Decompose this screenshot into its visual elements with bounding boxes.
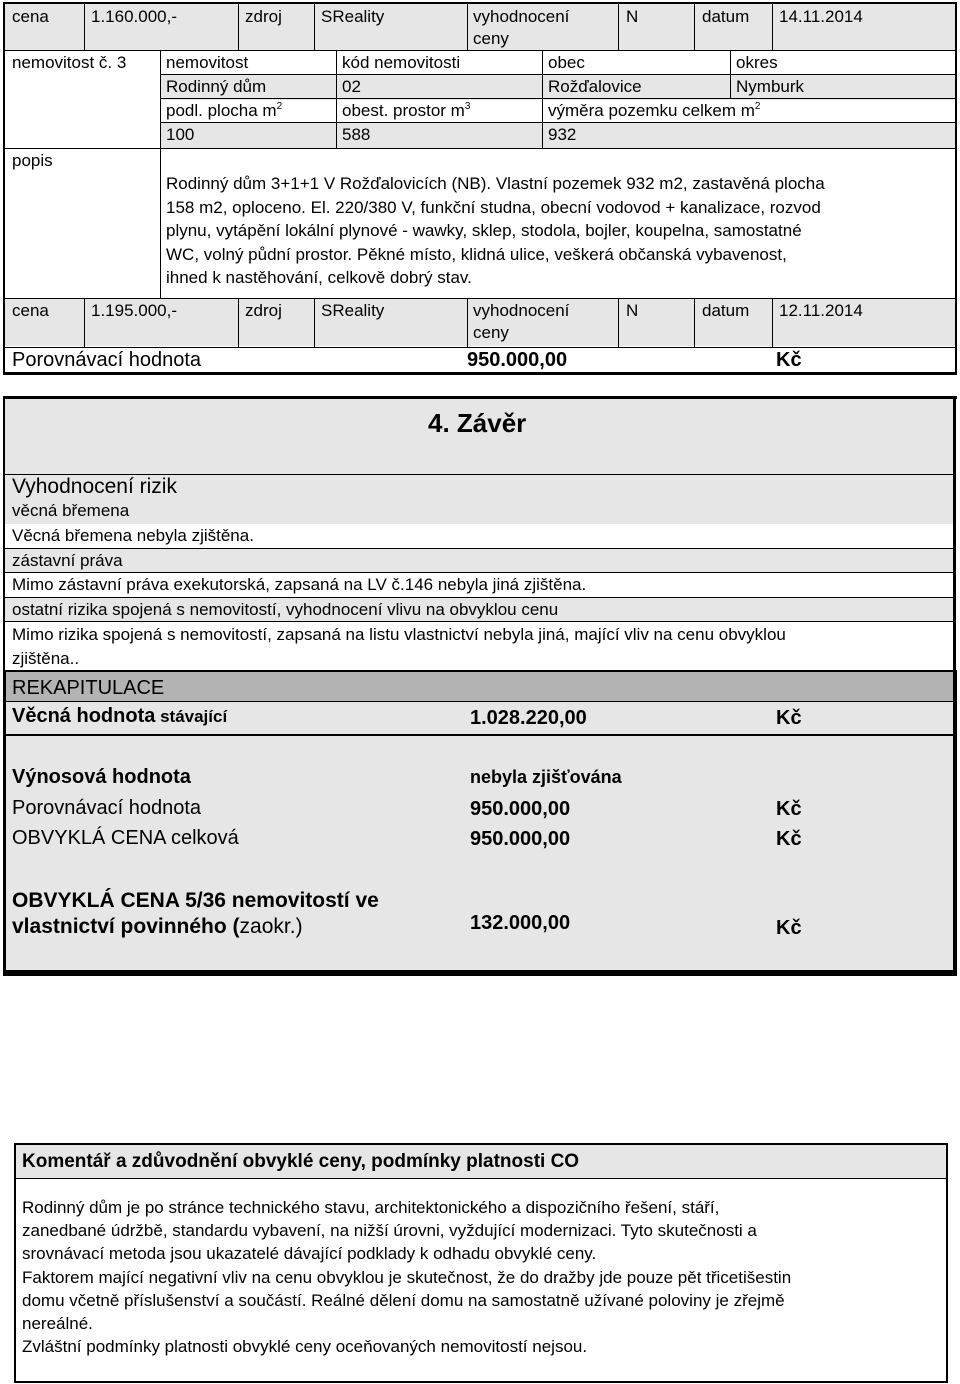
price-value: 1.160.000,- — [91, 7, 178, 26]
usual-price-label: OBVYKLÁ CENA celková — [12, 827, 239, 849]
date-label: datum — [702, 301, 750, 320]
description-line: Rodinný dům 3+1+1 V Rožďalovicích (NB). Vlastní pozemek 932 m2, zastavěná plocha — [166, 174, 825, 193]
description-line: 158 m2, oploceno. El. 220/380 V, funkční studna, obecní vodovod + kanalizace, rozvod — [166, 197, 821, 217]
material-value-label: Věcná hodnota stávající — [12, 705, 228, 727]
rule — [16, 1178, 946, 1179]
other-risks-text: Mimo rizika spojená s nemovitostí, zapsaná na listu vlastnictví nebyla jiná, mající vliv na cenu obvyklou — [12, 625, 786, 644]
district-header: okres — [736, 53, 778, 72]
liens-label-shade — [4, 548, 955, 572]
rule — [160, 74, 955, 75]
comparative-value: 950.000,00 — [470, 798, 571, 820]
rule — [4, 298, 955, 299]
volume-header: obest. prostor $m^3$ — [342, 101, 471, 120]
type-header: nemovitost — [166, 53, 249, 72]
evaluation-value: N — [626, 301, 639, 320]
usual-price-currency: Kč — [776, 828, 802, 850]
frame-right — [953, 396, 956, 672]
cell-divider — [160, 148, 161, 298]
frame-right — [953, 672, 957, 976]
cell-divider — [84, 3, 85, 50]
cell-divider — [730, 50, 731, 98]
rule — [4, 347, 955, 348]
description-label: popis — [12, 151, 53, 170]
rule — [4, 621, 955, 622]
other-risks-text-2: zjištěna.. — [12, 649, 80, 668]
price-value: 1.195.000,- — [91, 301, 178, 320]
comment-heading: Komentář a zdůvodnění obvyklé ceny, podmínky platnosti CO — [22, 1151, 580, 1172]
cell-divider — [618, 298, 619, 347]
description-line: ihned k nastěhování, celkově dobrý stav. — [166, 268, 472, 287]
date-value: 14.11.2014 — [779, 7, 863, 26]
district-value: Nymburk — [736, 77, 805, 96]
cell-divider — [467, 3, 468, 50]
rule — [4, 148, 955, 149]
cell-divider — [314, 3, 315, 50]
comment-line: domu včetně příslušenství a součástí. Reálné dělení domu na samostatně užívané poloviny je zřejmě — [22, 1290, 785, 1310]
date-label: datum — [702, 7, 750, 26]
share-price-value: 132.000,00 — [470, 912, 571, 934]
property-name: nemovitost č. 3 — [12, 53, 127, 72]
cell-divider — [160, 298, 161, 299]
source-label: zdroj — [245, 301, 282, 320]
usual-price-value: 950.000,00 — [470, 828, 571, 850]
material-value: 1.028.220,00 — [470, 707, 587, 729]
comment-line: Zvláštní podmínky platnosti obvyklé ceny oceňovaných nemovitostí nejsou. — [22, 1337, 588, 1357]
date-value: 12.11.2014 — [779, 301, 863, 320]
land-area-header: výměra pozemku celkem $m^2$ — [548, 101, 761, 120]
evaluation-label: vyhodnocení — [473, 7, 570, 26]
type-value: Rodinný dům — [166, 77, 267, 96]
easements-label: věcná břemena — [12, 501, 130, 520]
municipality-value: Rožďalovice — [548, 77, 642, 96]
evaluation-label-2: ceny — [473, 323, 509, 342]
comment-line: Faktorem mající negativní vliv na cenu obvyklou je skutečnost, že do dražby jde pouze pět třicetišestin — [22, 1267, 792, 1287]
frame-left — [3, 396, 5, 672]
frame-top — [3, 396, 957, 399]
cell-divider — [772, 3, 773, 50]
evaluation-label: vyhodnocení — [473, 301, 570, 320]
rule — [160, 98, 955, 99]
municipality-header: obec — [548, 53, 585, 72]
description-text — [166, 172, 952, 290]
land-area-value: 932 — [548, 125, 577, 144]
income-value-label: Výnosová hodnota — [12, 766, 191, 788]
comment-line: zanedbané údržbě, standardu vybavení, na nižší úrovni, vyždující modernizaci. Tyto skutečnosti a — [22, 1221, 757, 1241]
floor-area-value: 100 — [166, 125, 195, 144]
recap-heading: REKAPITULACE — [12, 677, 165, 699]
comparison-label: Porovnávací hodnota — [12, 349, 202, 371]
source-label: zdroj — [245, 7, 282, 26]
conclusion-title: 4. Závěr — [428, 408, 527, 438]
comparison-currency: Kč — [776, 349, 802, 371]
comment-line: srovnávací metoda jsou ukazatelé dávající podklady k odhadu obvyklé ceny. — [22, 1244, 597, 1264]
frame-left — [3, 2, 5, 374]
rule — [3, 701, 957, 702]
frame-left — [3, 672, 6, 976]
code-value: 02 — [342, 77, 361, 96]
other-risks-label: ostatní rizika spojená s nemovitostí, vyhodnocení vlivu na obvyklou cenu — [12, 600, 559, 619]
cell-divider — [336, 50, 337, 148]
share-price-label-2: vlastnictví povinného (zaokr.) — [12, 915, 303, 938]
evaluation-value: N — [626, 7, 639, 26]
cell-divider — [694, 3, 695, 50]
share-price-currency: Kč — [776, 917, 802, 939]
rule — [160, 122, 955, 123]
cell-divider — [467, 298, 468, 347]
source-value: SReality — [321, 7, 385, 26]
price-label: cena — [12, 301, 49, 320]
price-label: cena — [12, 7, 49, 26]
cell-divider — [238, 298, 239, 347]
rule — [3, 734, 957, 736]
share-price-label: OBVYKLÁ CENA 5/36 nemovitostí ve — [12, 889, 379, 912]
frame-top — [3, 2, 957, 4]
cell-divider — [772, 298, 773, 347]
rule — [4, 548, 955, 549]
cell-divider — [160, 50, 161, 148]
cell-divider — [314, 298, 315, 347]
code-header: kód nemovitosti — [342, 53, 461, 72]
floor-area-header: podl. plocha $m^2$ — [166, 101, 283, 120]
comment-text — [22, 1196, 942, 1358]
risk-heading: Vyhodnocení rizik — [12, 475, 177, 498]
description-line: plynu, vytápění lokální plynové - wawky, sklep, stodola, bojler, koupelna, samostatné — [166, 221, 802, 240]
rule — [4, 597, 955, 598]
liens-text: Mimo zástavní práva exekutorská, zapsaná na LV č.146 nebyla jiná zjištěna. — [12, 575, 587, 594]
material-currency: Kč — [776, 707, 802, 729]
description-line: WC, volný půdní prostor. Pěkné místo, klidná ulice, veškerá občanská vybavenost, — [166, 244, 787, 264]
rule — [4, 572, 955, 573]
comparative-value-label: Porovnávací hodnota — [12, 797, 202, 819]
cell-divider — [694, 298, 695, 347]
frame-right — [955, 2, 957, 374]
cell-divider — [618, 3, 619, 50]
volume-value: 588 — [342, 125, 371, 144]
cell-divider — [542, 50, 543, 148]
cell-divider — [238, 3, 239, 50]
comparison-value: 950.000,00 — [467, 349, 568, 371]
frame-bottom — [3, 372, 957, 375]
cell-divider — [84, 298, 85, 347]
income-value: nebyla zjišťována — [470, 767, 622, 787]
rule — [4, 50, 955, 51]
comment-line: Rodinný dům je po stránce technického stavu, architektonického a dispozičního řešení, stáří, — [22, 1198, 720, 1217]
source-value: SReality — [321, 301, 385, 320]
evaluation-label-2: ceny — [473, 29, 509, 48]
comment-line: nereálné. — [22, 1314, 93, 1334]
comparative-currency: Kč — [776, 798, 802, 820]
frame-bottom — [3, 970, 957, 976]
easements-text: Věcná břemena nebyla zjištěna. — [12, 526, 254, 545]
liens-label: zástavní práva — [12, 551, 123, 570]
